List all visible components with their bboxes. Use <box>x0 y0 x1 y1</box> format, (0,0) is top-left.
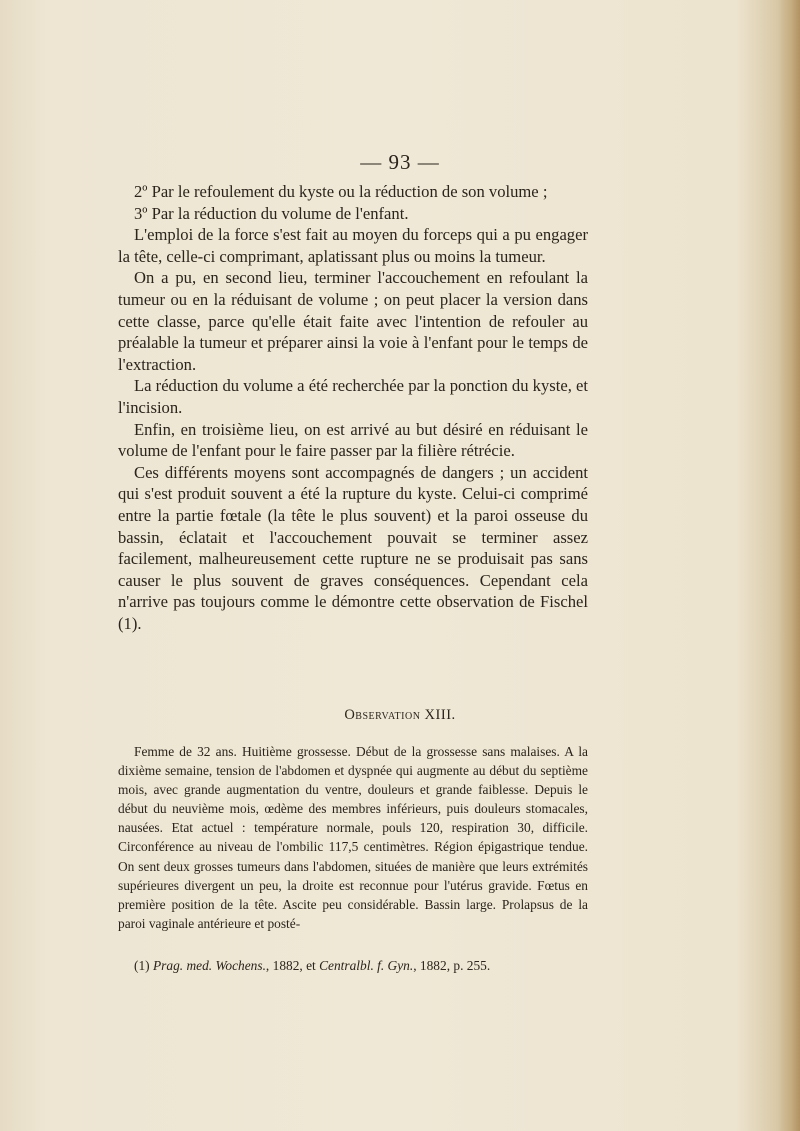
paragraph: L'emploi de la force s'est fait au moyen du forceps qui a pu engager la tête, celle-ci comprimant, aplatissant plus ou moins la tumeur. <box>118 225 588 266</box>
footnote <box>134 957 594 975</box>
observation-title: Observation XIII. <box>344 707 456 723</box>
observation-text: Femme de 32 ans. Huitième grossesse. Début de la grossesse sans malaises. A la dixième semaine, tension de l'abdomen et dyspnée qui augmente au début du septième mois, avec grande augmentation du ventre, douleurs et grande faiblesse. Depuis le début du neuvième mois, œdème des membres inférieurs, puis douleurs stomacales, nausées. Etat actuel : température normale, pouls 120, respiration 30, difficile. Circonférence au niveau de l'ombilic 117,5 centimètres. Région épigastrique tendue. On sent deux grosses tumeurs dans l'abdomen, situées de manière que leurs extrémités supérieures divergent un peu, la droite est reconnue pour l'utérus gravide. Fœtus en première position de la tête. Ascite peu considérable. Bassin large. Prolapsus de la paroi vaginale antérieure et posté- <box>118 744 588 931</box>
footnote-journal-1: Prag. med. Wochens. <box>152 958 266 973</box>
footnote-journal-2: Centralbl. f. Gyn. <box>319 958 414 973</box>
page-number: — 93 — <box>360 150 440 174</box>
footnote-middle: , 1882, et <box>265 958 320 973</box>
footnote-marker: (1) <box>134 958 150 973</box>
main-text <box>118 181 588 634</box>
paragraph: 2º Par le refoulement du kyste ou la réduction de son volume ; <box>134 182 548 201</box>
paragraph: Enfin, en troisième lieu, on est arrivé au but désiré en réduisant le volume de l'enfant pour le faire passer par la filière rétrécie. <box>118 419 588 461</box>
footnote-end: , 1882, p. 255. <box>413 958 491 973</box>
paragraph: Ces différents moyens sont accompagnés de dangers ; un accident qui s'est produit souvent a été la rupture du kyste. Celui-ci comprimé entre la partie fœtale (la tête le plus souvent) et la paroi osseuse du bassin, éclatait et l'accouchement pouvait se terminer assez facilement, malheureusement cette rupture ne se produisait pas sans causer le plus souvent de graves conséquences. Cependant cela n'arrive pas toujours comme le démontre cette observation de Fischel (1). <box>118 462 588 633</box>
paragraph: 3º Par la réduction du volume de l'enfant. <box>134 203 409 223</box>
paragraph: La réduction du volume a été recherchée par la ponction du kyste, et l'incision. <box>118 376 588 417</box>
paragraph: On a pu, en second lieu, terminer l'accouchement en refoulant la tumeur ou en la réduisant de volume ; on peut placer la version dans cette classe, parce qu'elle était faite avec l'intention de refouler au préalable la tumeur et préparer ainsi la voie à l'enfant pour le temps de l'extraction. <box>118 268 588 374</box>
